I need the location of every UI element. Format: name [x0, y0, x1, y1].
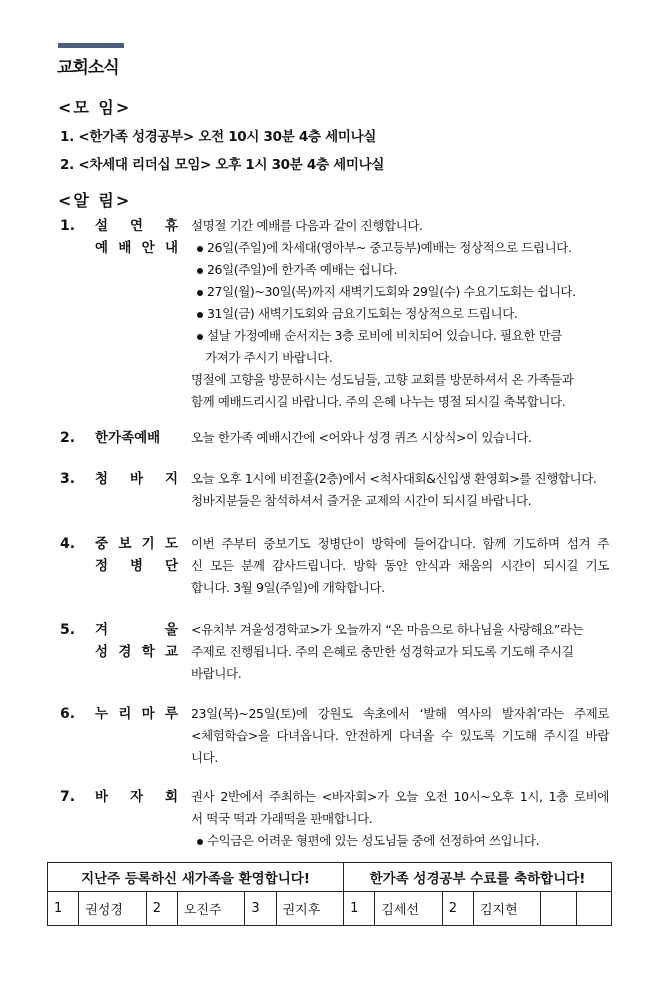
graduate-no-2: 2 [442, 892, 473, 926]
notice-5-label: 겨 울 성 경 학 교 [95, 622, 178, 660]
title-accent-bar [58, 43, 124, 48]
bullet-icon [197, 268, 203, 274]
notice-2-body [191, 427, 609, 449]
notice-2-number: 2. [60, 430, 76, 446]
notice-1-bullet-5-cont: 가져가 주시기 바랍니다. [205, 350, 333, 365]
notice-1-label-line2: 예 배 안 내 [95, 240, 178, 256]
empty-cell [576, 892, 611, 926]
graduate-no-1: 1 [344, 892, 375, 926]
notice-6-line-2: <체험학습>을 다녀옵니다. 안전하게 다녀올 수 있도록 기도해 주시길 바랍 [191, 728, 609, 743]
notice-5-number: 5. [60, 622, 76, 638]
notice-1-bullet-2: 26일(주일)에 한가족 예배는 쉽니다. [191, 259, 609, 281]
bullet-icon [197, 839, 203, 845]
new-family-no-1: 1 [48, 892, 79, 926]
notice-6-line-3: 니다. [191, 750, 218, 765]
notice-4-line-3: 합니다. 3월 9일(주일)에 개학합니다. [191, 580, 385, 595]
notice-1-bullet-1: 26일(주일)에 차세대(영아부~ 중고등부)예배는 정상적으로 드립니다. [191, 237, 609, 259]
notice-4-line-1: 이번 주부터 중보기도 정병단이 방학에 들어갑니다. 함께 기도하며 섬겨 주 [191, 536, 609, 551]
notice-3-label: 청 바 지 [95, 471, 178, 487]
notice-4-line-2: 신 모든 분께 감사드립니다. 방학 동안 안식과 채움의 시간이 되시길 기도 [191, 558, 609, 573]
registration-table [47, 862, 612, 926]
bullet-icon [197, 312, 203, 318]
notice-1-label [95, 215, 178, 259]
notice-4-label: 중 보 기 도 정 병 단 [95, 536, 178, 574]
notice-5-line-1: <유치부 겨울성경학교>가 오늘까지 “온 마음으로 하나님을 사랑해요”라는 [191, 622, 584, 637]
notice-5-line-2: 주제로 진행됩니다. 주의 은혜로 충만한 성경학교가 되도록 기도해 주시길 [191, 644, 574, 659]
notice-1-body [191, 215, 609, 413]
notice-3-line-2: 청바지분들은 참석하셔서 즐거운 교제의 시간이 되시길 바랍니다. [191, 493, 532, 508]
notice-1-closing-2: 함께 예배드리시길 바랍니다. 주의 은혜 나누는 명절 되시길 축복합니다. [191, 394, 566, 409]
notice-5-line-3: 바랍니다. [191, 666, 242, 681]
graduate-name-2: 김지현 [473, 892, 540, 926]
notice-1-closing-1: 명절에 고향을 방문하시는 성도님들, 고향 교회를 방문하셔서 온 가족들과 [191, 372, 574, 387]
notice-1-bullet-3: 27일(월)~30일(목)까지 새벽기도회와 29일(수) 수요기도회는 쉽니다. [191, 281, 609, 303]
notice-7-body [191, 786, 609, 852]
notice-4-body [191, 533, 609, 599]
notice-2-line-1: 오늘 한가족 예배시간에 <어와나 성경 퀴즈 시상식>이 있습니다. [191, 430, 532, 445]
bullet-icon [197, 246, 203, 252]
notice-7-bullet-1: 수익금은 어려운 형편에 있는 성도님들 중에 선정하여 쓰입니다. [191, 830, 609, 852]
notice-7-line-1: 권사 2반에서 주최하는 <바자회>가 오늘 오전 10시~오후 1시, 1층 로비에 [191, 789, 609, 804]
notice-6-number: 6. [60, 706, 76, 722]
notices-heading: <알 림> [58, 191, 132, 210]
graduate-name-1: 김세선 [375, 892, 442, 926]
notice-7-label: 바 자 회 [95, 789, 178, 805]
bullet-icon [197, 290, 203, 296]
notice-6-line-1: 23일(목)~25일(토)에 강원도 속초에서 ‘발해 역사의 발자취’라는 주제로 [191, 706, 609, 721]
notice-7-number: 7. [60, 789, 76, 805]
meeting-item-2: 2. <차세대 리더십 모임> 오후 1시 30분 4층 세미나실 [60, 157, 385, 173]
notice-6-label: 누 리 마 루 [95, 706, 178, 722]
notice-1-bullet-4: 31일(금) 새벽기도회와 금요기도회는 정상적으로 드립니다. [191, 303, 609, 325]
meeting-item-1: 1. <한가족 성경공부> 오전 10시 30분 4층 세미나실 [60, 129, 377, 145]
bullet-icon [197, 334, 203, 340]
notice-6-body [191, 703, 609, 769]
notice-5-body [191, 619, 609, 685]
new-family-name-1: 권성경 [79, 892, 146, 926]
new-family-name-3: 권지후 [276, 892, 343, 926]
new-family-name-2: 오진주 [177, 892, 244, 926]
new-family-header: 지난주 등록하신 새가족을 환영합니다! [48, 863, 344, 892]
notice-2-label: 한가족예배 [95, 430, 161, 446]
graduation-header: 한가족 성경공부 수료를 축하합니다! [344, 863, 612, 892]
notice-3-line-1: 오늘 오후 1시에 비전홀(2층)에서 <척사대회&신입생 환영회>를 진행합니다. [191, 471, 597, 486]
notice-4-number: 4. [60, 536, 76, 552]
notice-1-bullet-5: 설날 가정예배 순서지는 3층 로비에 비치되어 있습니다. 필요한 만큼 [191, 325, 609, 347]
notice-1-number: 1. [60, 218, 76, 234]
table-header-row [48, 863, 612, 892]
meetings-heading: <모 임> [58, 98, 132, 117]
table-row [48, 892, 612, 926]
empty-cell [541, 892, 576, 926]
new-family-no-2: 2 [146, 892, 177, 926]
notice-1-intro: 설명절 기간 예배를 다음과 같이 진행합니다. [191, 218, 423, 233]
page-title: 교회소식 [57, 58, 119, 78]
notice-1-label-line1: 설 연 휴 [95, 218, 178, 234]
notice-3-body [191, 468, 609, 512]
new-family-no-3: 3 [245, 892, 276, 926]
notice-3-number: 3. [60, 471, 76, 487]
notice-7-line-2: 서 떡국 떡과 가래떡을 판매합니다. [191, 811, 373, 826]
